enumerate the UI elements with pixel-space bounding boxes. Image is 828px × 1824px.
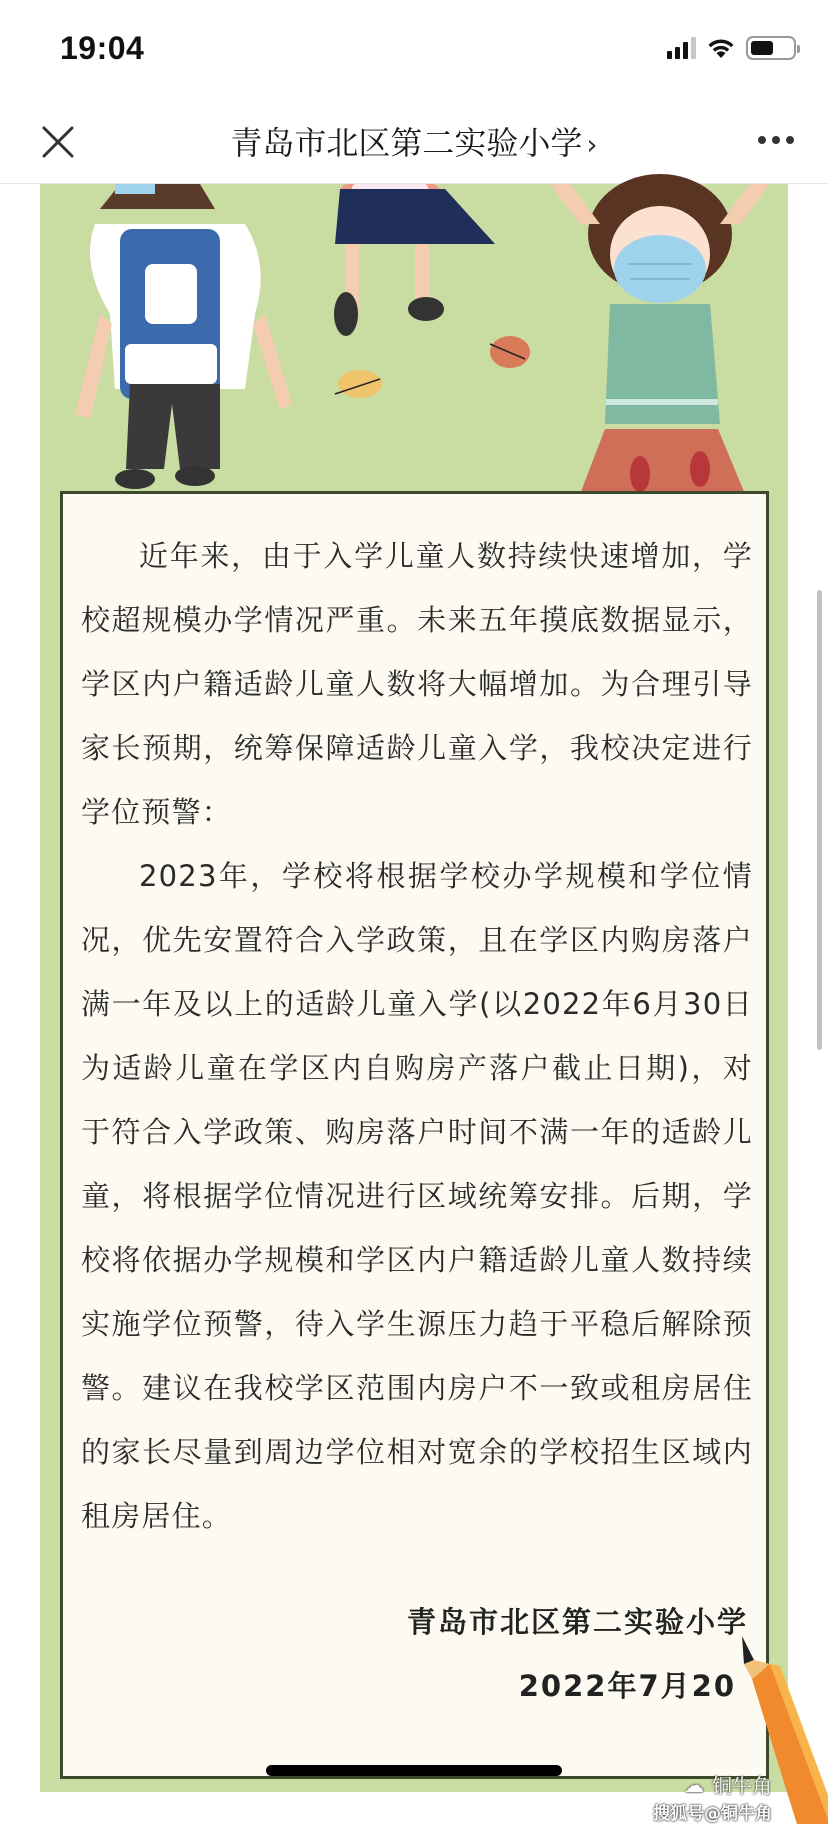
notice-date: 2022年7月20 bbox=[518, 1669, 736, 1703]
more-dot bbox=[786, 136, 794, 144]
notice-paragraph-1: 近年来，由于入学儿童人数持续快速增加，学校超规模办学情况严重。未来五年摸底数据显示，学区内户籍适龄儿童人数将大幅增加。为合理引导家长预期，统筹保障适龄儿童入学，我校决定进行学位预警： bbox=[81, 539, 753, 829]
cellular-signal-icon bbox=[667, 37, 696, 59]
notice-paragraph-2: 2023年，学校将根据学校办学规模和学位情况，优先安置符合入学政策，且在学区内购房落户满一年及以上的适龄儿童入学(以2022年6月30日为适龄儿童在学区内自购房产落户截止日期)，对于符合入学政策、购房落户时间不满一年的适龄儿童，将根据学位情况进行区域统筹安排。后期，学校将依据办学规模和学区内户籍适龄儿童人数持续实施学位预警，待入学生源压力趋于平稳后解除预警。建议在我校学区范围内房户不一致或租房居住的家长尽量到周边学位相对宽余的学校招生区域内租房居住。 bbox=[81, 859, 753, 1533]
vertical-scrollbar[interactable] bbox=[817, 590, 822, 1050]
more-button[interactable] bbox=[758, 136, 794, 144]
article-content bbox=[0, 184, 828, 1824]
more-dot bbox=[772, 136, 780, 144]
wifi-icon bbox=[706, 37, 736, 59]
battery-icon bbox=[746, 36, 796, 60]
notice-box bbox=[60, 491, 769, 1779]
girl-with-mask-figure bbox=[550, 174, 770, 494]
watermark-line2: 搜狐号@铜牛角 bbox=[653, 1804, 772, 1824]
status-time: 19:04 bbox=[60, 30, 145, 66]
account-title: 青岛市北区第二实验小学 bbox=[230, 124, 583, 162]
notice-body bbox=[81, 524, 753, 1548]
home-indicator[interactable] bbox=[266, 1765, 562, 1776]
watermark-line1: 铜牛角 bbox=[712, 1774, 772, 1798]
chevron-right-icon: › bbox=[586, 128, 598, 161]
status-icons bbox=[667, 36, 796, 60]
nav-bar bbox=[0, 100, 828, 184]
notice-poster-image bbox=[40, 184, 788, 1824]
sohu-watermark bbox=[653, 1770, 772, 1824]
children-illustration bbox=[40, 184, 788, 484]
status-bar bbox=[0, 0, 828, 100]
boy-figure bbox=[75, 184, 292, 489]
yellow-leaf bbox=[338, 370, 382, 398]
school-signature: 青岛市北区第二实验小学 bbox=[406, 1605, 748, 1639]
more-dot bbox=[758, 136, 766, 144]
account-title-link[interactable] bbox=[0, 118, 828, 164]
girl-skirt-figure bbox=[334, 184, 495, 336]
watermark-logo-icon: ☁ bbox=[684, 1772, 704, 1797]
